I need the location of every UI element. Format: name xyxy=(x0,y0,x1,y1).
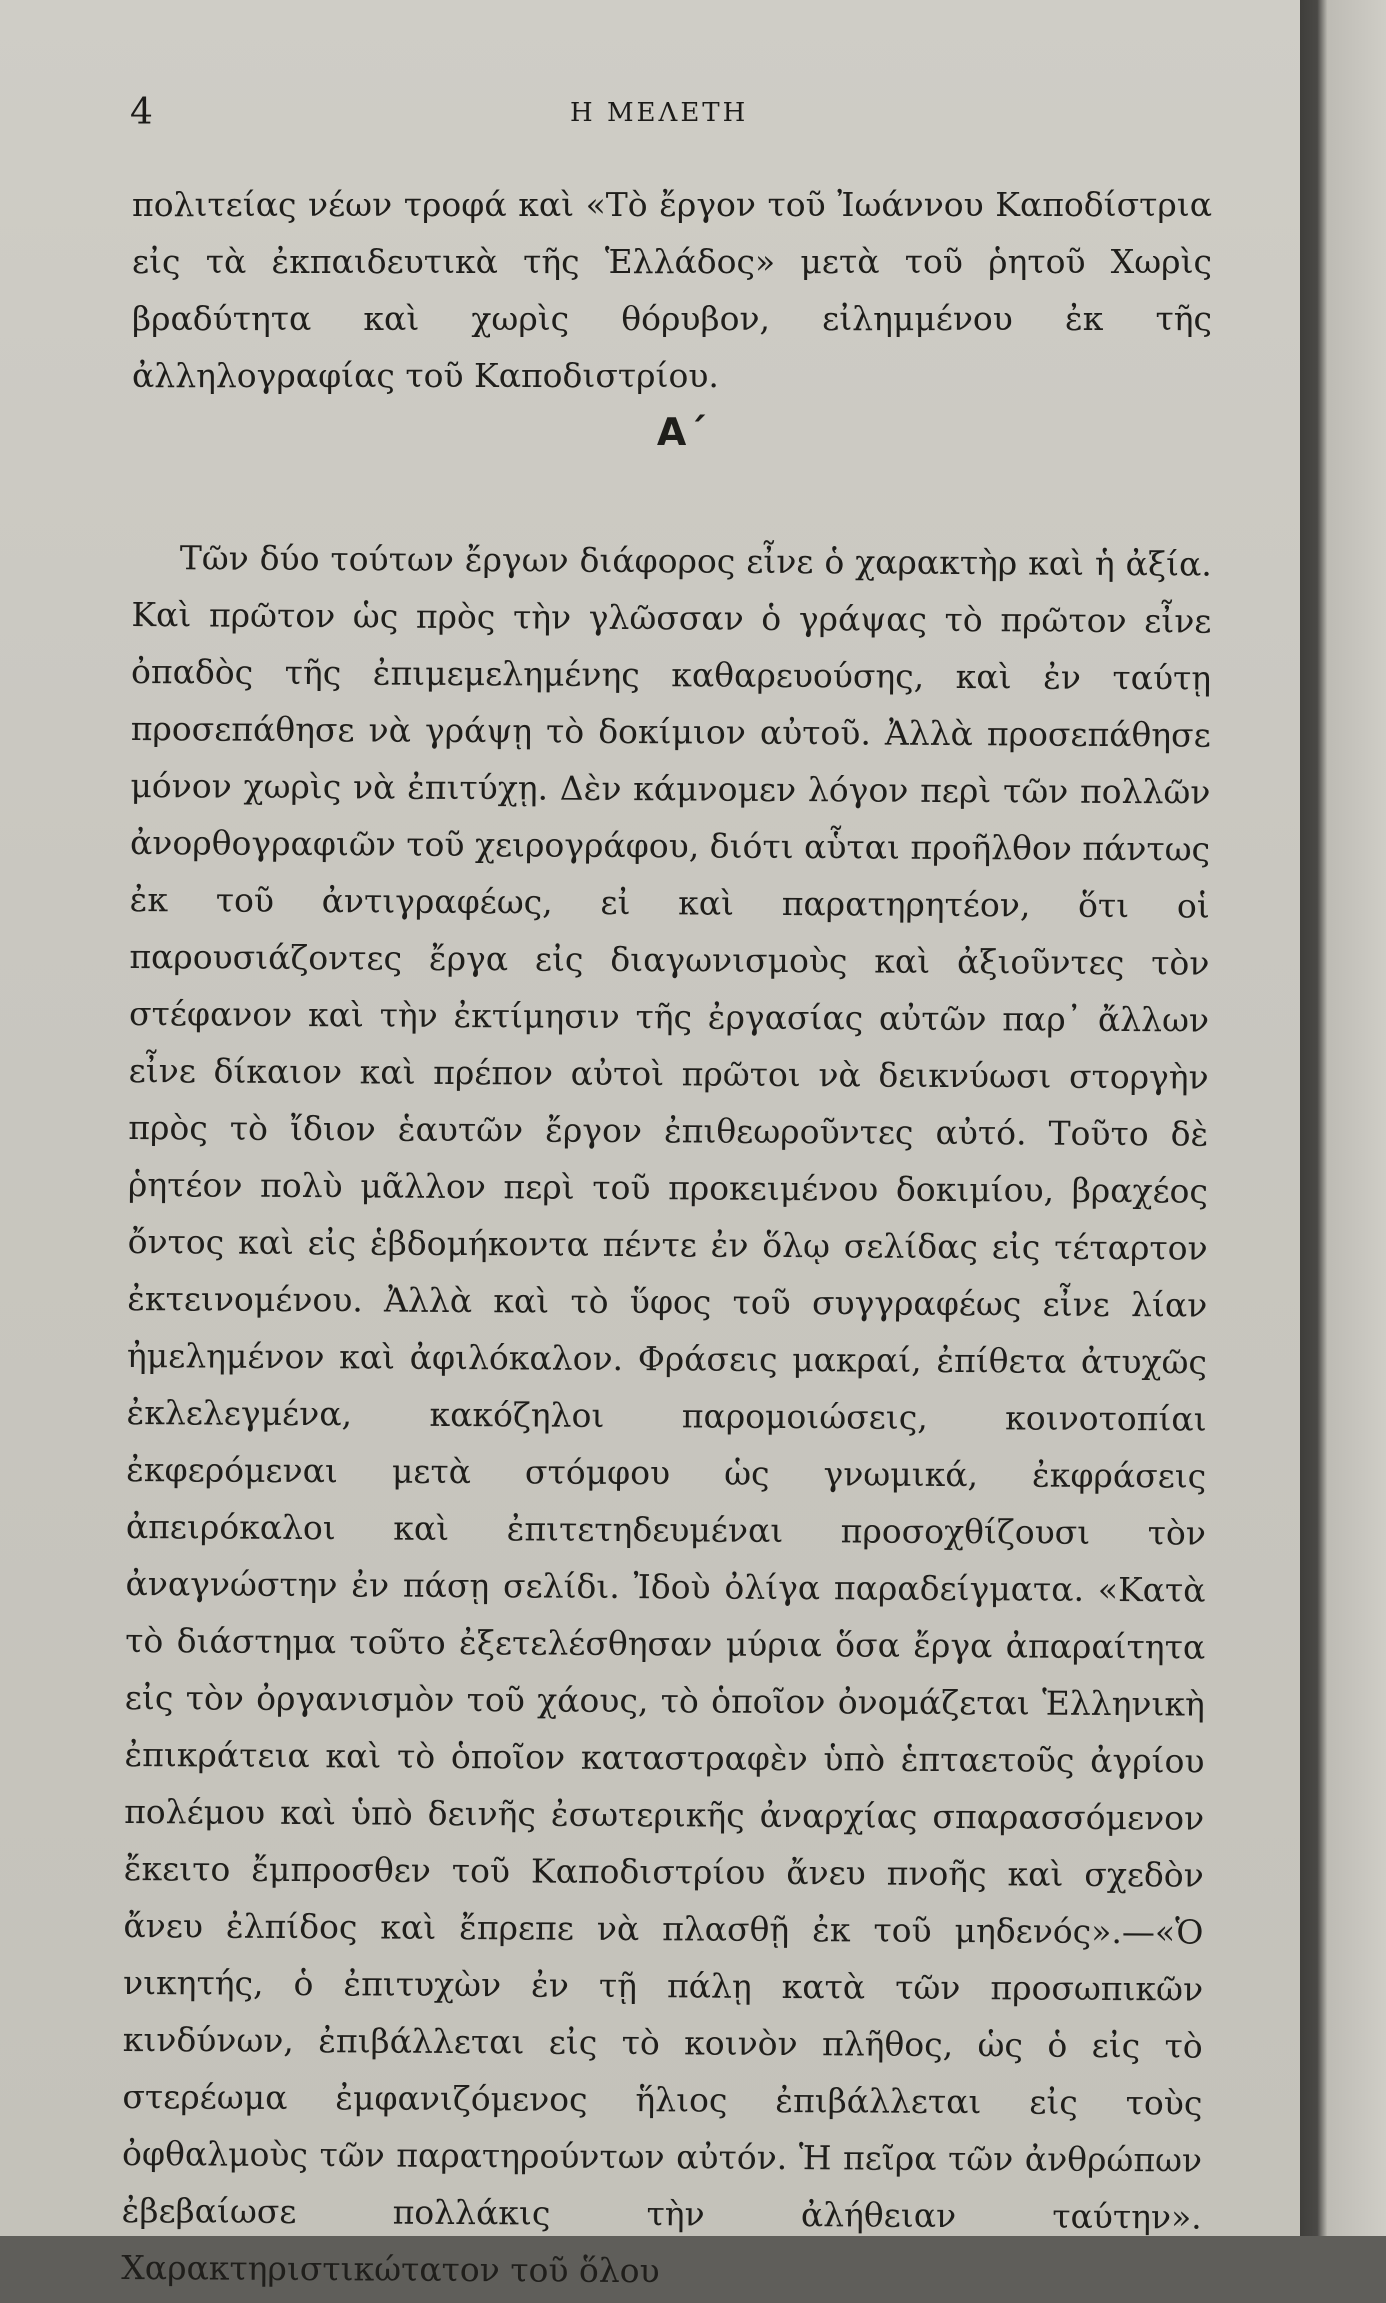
page-number: 4 xyxy=(130,92,153,133)
section-heading: Α΄ xyxy=(656,410,708,454)
journal-title: Η ΜΕΛΕΤΗ xyxy=(570,98,749,128)
body-paragraph: Τῶν δύο τούτων ἔργων διάφορος εἶνε ὁ χαρακτὴρ καὶ ἡ ἀξία. Καὶ πρῶτον ὡς πρὸς τὴν γλῶσσαν ὁ γράψας τὸ πρῶτον εἶνε ὀπαδὸς τῆς ἐπιμεμελημένης καθαρευούσης, καὶ ἐν ταύτῃ προσεπάθησε νὰ γράψῃ τὸ δοκίμιον αὐτοῦ. Ἀλλὰ προσεπάθησε μόνον χωρὶς νὰ ἐπιτύχῃ. Δὲν κάμνομεν λόγον περὶ τῶν πολλῶν ἀνορθογραφιῶν τοῦ χειρογράφου, διότι αὗται προῆλθον πάντως ἐκ τοῦ ἀντιγραφέως, εἰ καὶ παρατηρητέον, ὅτι οἱ παρουσιάζοντες ἔργα εἰς διαγωνισμοὺς καὶ ἀξιοῦντες τὸν στέφανον καὶ τὴν ἐκτίμησιν τῆς ἐργασίας αὐτῶν παρ᾽ ἄλλων εἶνε δίκαιον καὶ πρέπον αὐτοὶ πρῶτοι νὰ δεικνύωσι στοργὴν πρὸς τὸ ἴδιον ἑαυτῶν ἔργον ἐπιθεωροῦντες αὐτό. Τοῦτο δὲ ῥητέον πολὺ μᾶλλον περὶ τοῦ προκειμένου δοκιμίου, βραχέος ὄντος καὶ εἰς ἑβδομήκοντα πέντε ἐν ὅλῳ σελίδας εἰς τέταρτον ἐκτεινομένου. Ἀλλὰ καὶ τὸ ὕφος τοῦ συγγραφέως εἶνε λίαν ἠμελημένον καὶ ἀφιλόκαλον. Φράσεις μακραί, ἐπίθετα ἀτυχῶς ἐκλελεγμένα, κακόζηλοι παρομοιώσεις, κοινοτοπίαι ἐκφερόμεναι μετὰ στόμφου ὡς γνωμικά, ἐκφράσεις ἀπειρόκαλοι καὶ ἐπιτετηδευμέναι προσοχθίζουσι τὸν ἀναγνώστην ἐν πάσῃ σελίδι. Ἰδοὺ ὀλίγα παραδείγματα. «Κατὰ τὸ διάστημα τοῦτο ἐξετελέσθησαν μύρια ὅσα ἔργα ἀπαραίτητα εἰς τὸν ὀργανισμὸν τοῦ χάους, τὸ ὁποῖον ὀνομάζεται Ἑλληνικὴ ἐπικράτεια καὶ τὸ ὁποῖον καταστραφὲν ὑπὸ ἑπταετοῦς ἀγρίου πολέμου καὶ ὑπὸ δεινῆς ἐσωτερικῆς ἀναρχίας σπαρασσόμενον ἔκειτο ἔμπροσθεν τοῦ Καποδιστρίου ἄνευ πνοῆς καὶ σχεδὸν ἄνευ ἐλπίδος καὶ ἔπρεπε νὰ πλασθῇ ἐκ τοῦ μηδενός».—«Ὁ νικητής, ὁ ἐπιτυχὼν ἐν τῇ πάλῃ κατὰ τῶν προσωπικῶν κινδύνων, ἐπιβάλλεται εἰς τὸ κοινὸν πλῆθος, ὡς ὁ εἰς τὸ στερέωμα ἐμφανιζόμενος ἥλιος ἐπιβάλλεται εἰς τοὺς ὀφθαλμοὺς τῶν παρατηρούντων αὐτόν. Ἡ πεῖρα τῶν ἀνθρώπων ἐβεβαίωσε πολλάκις τὴν ἀλήθειαν ταύτην». Χαρακτηριστικώτατον τοῦ ὅλου xyxy=(121,538,1212,2291)
intro-paragraph: πολιτείας νέων τροφά καὶ «Τὸ ἔργον τοῦ Ἰωάννου Καποδίστρια εἰς τὰ ἐκπαιδευτικὰ τῆς Ἑλλάδος» μετὰ τοῦ ῥητοῦ Χωρὶς βραδύτητα καὶ χωρὶς θόρυβον, εἰλημμένου ἐκ τῆς ἀλληλογραφίας τοῦ Καποδιστρίου. xyxy=(132,185,1212,395)
text-block xyxy=(121,176,1212,2296)
book-gutter xyxy=(1300,0,1386,2236)
running-head xyxy=(0,92,1300,142)
